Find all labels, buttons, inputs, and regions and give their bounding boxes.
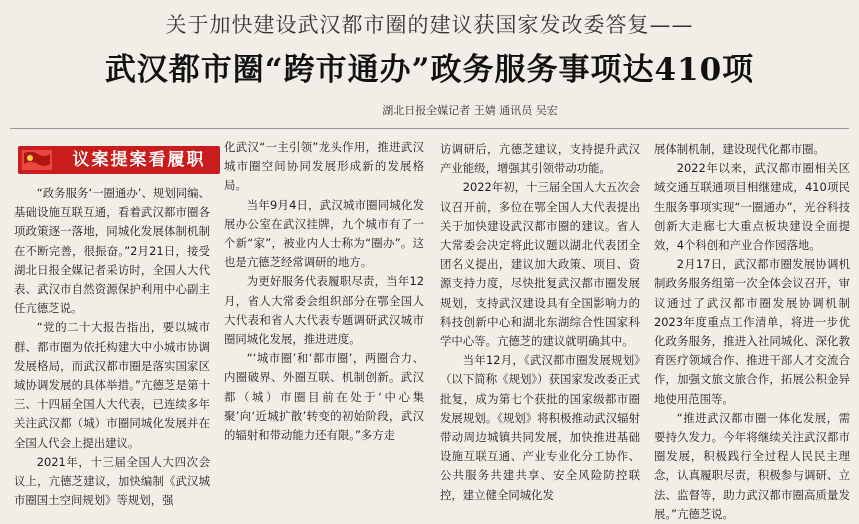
paragraph: “推进武汉都市圈一体化发展，需要持久发力。今年将继续关注武汉都市圈发展，积极践行全过程人民民主理念，认真履职尽责，积极参与调研、立法、监督等，助力武汉都市圈高质量发展。”亢德芝说。 bbox=[654, 410, 850, 521]
paragraph: 当年9月4日，武汉城市圈同城化发展办公室在武汉挂牌，九个城市有了一个新“家”，被业内人士称为“圈办”。这也是亢德芝经常调研的地方。 bbox=[224, 197, 424, 270]
paragraph: “党的二十大报告指出，要以城市群、都市圈为依托构建大中小城市协调发展格局，而武汉都市圈是落实国家区域协调发展的具体举措。”亢德芝是第十三、十四届全国人大代表，已连续多年关注武汉都（城）市圈同城化发展并在全国人代会上提出建议。 bbox=[14, 320, 210, 450]
article-subtitle: 关于加快建设武汉都市圈的建议获国家发改委答复—— bbox=[165, 13, 694, 37]
article-column-1 bbox=[14, 184, 210, 508]
paragraph: 为更好服务代表履职尽责，当年12月，省人大常委会组织部分在鄂全国人大代表和省人大代表专题调研武汉城市圈同城化发展，推进进度。 bbox=[224, 274, 424, 347]
paragraph: 展体制机制，建设现代化都市圈。 bbox=[654, 142, 825, 156]
paragraph: 2022年初，十三届全国人大五次会议召开前，多位在鄂全国人大代表提出关于加快建设武汉都市圈的建议。省人大常委会决定将此议题以湖北代表团全团名义提出，建议加大政策、项目、资源支持力度，尽快批复武汉都市圈发展规划，支持武汉建设具有全国影响力的科技创新中心和湖北东湖综合性国家科学中心等。亢德芝的建议就明确其中。 bbox=[440, 180, 640, 349]
paragraph: 访调研后，亢德芝建议，支持提升武汉产业能级，增强其引领带动功能。 bbox=[440, 142, 640, 176]
paragraph: 2022年以来，武汉都市圈相关区域交通互联通项目相继建成，410项民生服务事项实现“一圈通办”，光谷科技创新大走廊七大重点板块建设全面提效，4个科创和产业合作园落地。 bbox=[654, 161, 850, 253]
section-banner bbox=[18, 146, 220, 174]
banner-label: 议案提案看履职 bbox=[72, 150, 206, 170]
paragraph: “‘城市圈’和‘都市圈’，两圈合力、内圈破界、外圈互联、机制创新。武汉都（城）市圈目前在处于‘中心集聚’向‘近城扩散’转变的初始阶段，武汉的辐射和带动能力还有限。”多方走 bbox=[224, 351, 424, 443]
header-rule bbox=[10, 128, 849, 129]
article-column-4 bbox=[654, 140, 850, 521]
article-column-2 bbox=[224, 138, 424, 458]
paragraph: “政务服务‘一圈通办’、规划同编、基础设施互联互通，看着武汉都市圈各项政策逐一落地，同城化发展体制机制在不断完善，很振奋。”2月21日，接受湖北日报全媒记者采访时，全国人大代表、武汉市自然资源保护利用中心副主任亢德芝说。 bbox=[14, 186, 210, 316]
article-headline: 武汉都市圈“跨市通办”政务服务事项达410项 bbox=[104, 52, 755, 88]
article-column-3 bbox=[440, 140, 640, 502]
paragraph: 2021年，十三届全国人大四次会议上，亢德芝建议，加快编制《武汉城市圈国土空间规划》等规划，强 bbox=[14, 454, 210, 508]
paragraph: 当年12月，《武汉都市圈发展规划》（以下简称《规划》）获国家发改委正式批复，成为第七个获批的国家级都市圈发展规划。《规划》将积极推动武汉辐射带动周边城镇共同发展，加快推进基础设施互联互通、产业专业化分工协作、公共服务共建共享、安全风险防控联控，建立健全同城化发 bbox=[440, 353, 640, 502]
article-byline: 湖北日报全媒记者 王婧 通讯员 吴宏 bbox=[382, 104, 558, 117]
paragraph: 化武汉“一主引领”龙头作用，推进武汉城市圈空间协同发展形成新的发展格局。 bbox=[224, 140, 424, 193]
red-flag-icon bbox=[22, 150, 52, 170]
paragraph: 2月17日，武汉都市圈发展协调机制政务服务组第一次全体会议召开，审议通过了武汉都市圈发展协调机制2023年度重点工作清单，将进一步优化政务服务，推进入社同城化、深化教育医疗领域合作、推进干部人才交流合作，加强文旅文旅合作，拓展公积金异地使用范围等。 bbox=[654, 257, 850, 406]
